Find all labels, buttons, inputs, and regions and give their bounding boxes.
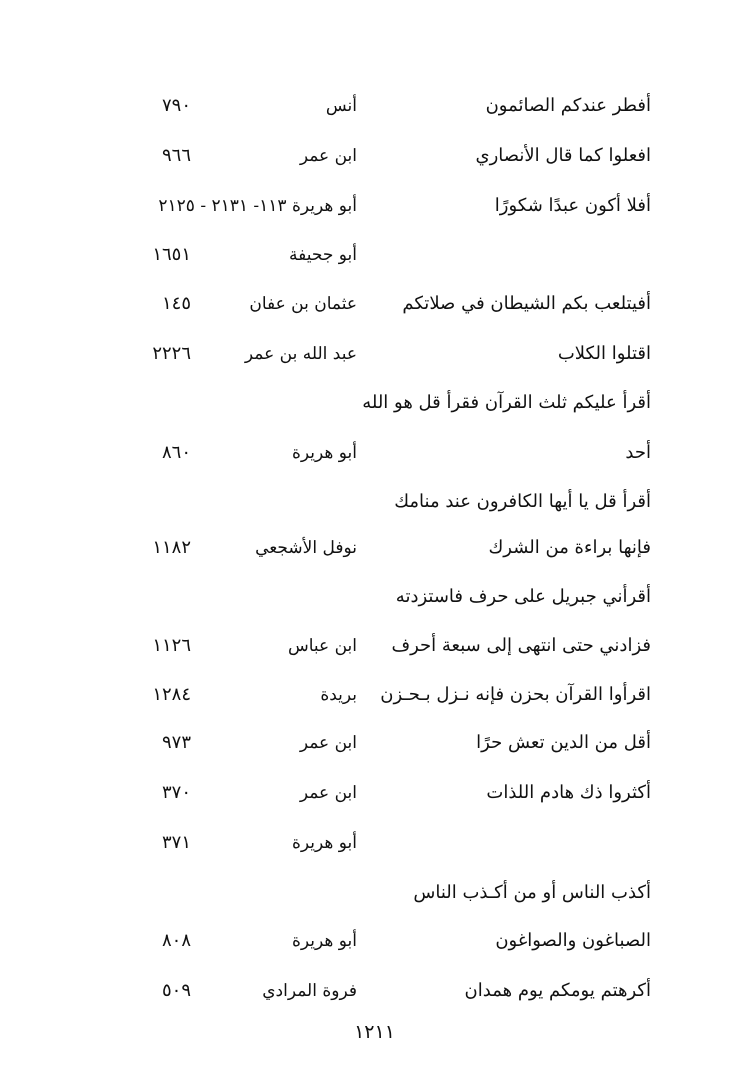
narrator-name: أبو هريرة: [291, 833, 357, 853]
index-entry-row: [0, 436, 749, 470]
narrator-name: ابن عمر: [299, 146, 357, 166]
index-entry-row: [0, 531, 749, 565]
reference-numbers: ٧٩٠: [161, 95, 191, 116]
hadith-text: أقرأ عليكم ثلث القرآن فقرأ قل هو الله: [362, 392, 651, 413]
reference-numbers: ١١٨٢: [152, 537, 191, 558]
index-entry-row: [0, 139, 749, 173]
narrator-name: فروة المرادي: [262, 981, 357, 1001]
narrator-name: نوفل الأشجعي: [255, 538, 357, 558]
reference-numbers: ٨٠٨: [161, 930, 191, 951]
narrator-name: عثمان بن عفان: [249, 294, 357, 314]
narrator-name: أبو هريرة: [291, 443, 357, 463]
reference-numbers: ١١٢٦: [152, 635, 191, 656]
hadith-text: أكرهتم يومكم يوم همدان: [464, 980, 651, 1001]
narrator-name: أبو هريرة: [291, 931, 357, 951]
narrator-name: ابن عمر: [299, 733, 357, 753]
hadith-text: افعلوا كما قال الأنصاري: [475, 145, 651, 166]
hadith-text: أقرأني جبريل على حرف فاستزدته: [395, 586, 651, 607]
index-entry-row: [0, 89, 749, 123]
index-entry-row: [0, 924, 749, 958]
narrator-name: أبو هريرة ١١٣- ٢١٣١ - ٢١٢٥: [158, 196, 357, 216]
reference-numbers: ٨٦٠: [161, 442, 191, 463]
hadith-text: أفلا أكون عبدًا شكورًا: [494, 195, 651, 216]
narrator-name: أبو جحيفة: [289, 245, 357, 265]
index-entry-row: [0, 238, 749, 272]
reference-numbers: ٣٧١: [161, 832, 191, 853]
hadith-text: أقرأ قل يا أيها الكافرون عند منامك: [394, 491, 651, 512]
narrator-name: عبد الله بن عمر: [244, 344, 357, 364]
index-entry-row: [0, 287, 749, 321]
index-entry-row: [0, 189, 749, 223]
index-entry-row: [0, 678, 749, 712]
index-entry-row: [0, 776, 749, 810]
hadith-text: أحد: [625, 442, 651, 463]
index-entry-row: [0, 386, 749, 420]
reference-numbers: ١٦٥١: [152, 244, 191, 265]
reference-numbers: ١٤٥: [161, 293, 191, 314]
page-number: ١٢١١: [354, 1021, 395, 1043]
hadith-text: أقل من الدين تعش حرًا: [476, 732, 651, 753]
reference-numbers: ٩٦٦: [161, 145, 191, 166]
narrator-name: ابن عمر: [299, 783, 357, 803]
reference-numbers: ١٢٨٤: [152, 684, 191, 705]
reference-numbers: ٣٧٠: [161, 782, 191, 803]
index-entry-row: [0, 974, 749, 1008]
index-entry-row: [0, 826, 749, 860]
hadith-text: اقتلوا الكلاب: [557, 343, 651, 364]
reference-numbers: ٩٧٣: [161, 732, 191, 753]
hadith-text: أفطر عندكم الصائمون: [485, 95, 651, 116]
hadith-text: أفيتلعب بكم الشيطان في صلاتكم: [402, 293, 651, 314]
index-entry-row: [0, 629, 749, 663]
hadith-text: اقرأوا القرآن بحزن فإنه نـزل بـحـزن: [380, 684, 651, 705]
hadith-text: أكثروا ذك هادم اللذات: [486, 782, 651, 803]
reference-numbers: ٢٢٢٦: [152, 343, 191, 364]
index-entry-row: [0, 726, 749, 760]
index-entry-row: [0, 876, 749, 910]
hadith-text: الصباغون والصواغون: [495, 930, 651, 951]
narrator-name: أنس: [325, 96, 357, 116]
hadith-text: أكذب الناس أو من أكـذب الناس: [413, 882, 651, 903]
hadith-text: فزادني حتى انتهى إلى سبعة أحرف: [391, 635, 651, 656]
narrator-name: ابن عباس: [287, 636, 357, 656]
reference-numbers: ٥٠٩: [161, 980, 191, 1001]
index-entry-row: [0, 580, 749, 614]
index-entry-row: [0, 485, 749, 519]
narrator-name: بريدة: [320, 685, 357, 705]
hadith-text: فإنها براءة من الشرك: [488, 537, 651, 558]
index-entry-row: [0, 337, 749, 371]
